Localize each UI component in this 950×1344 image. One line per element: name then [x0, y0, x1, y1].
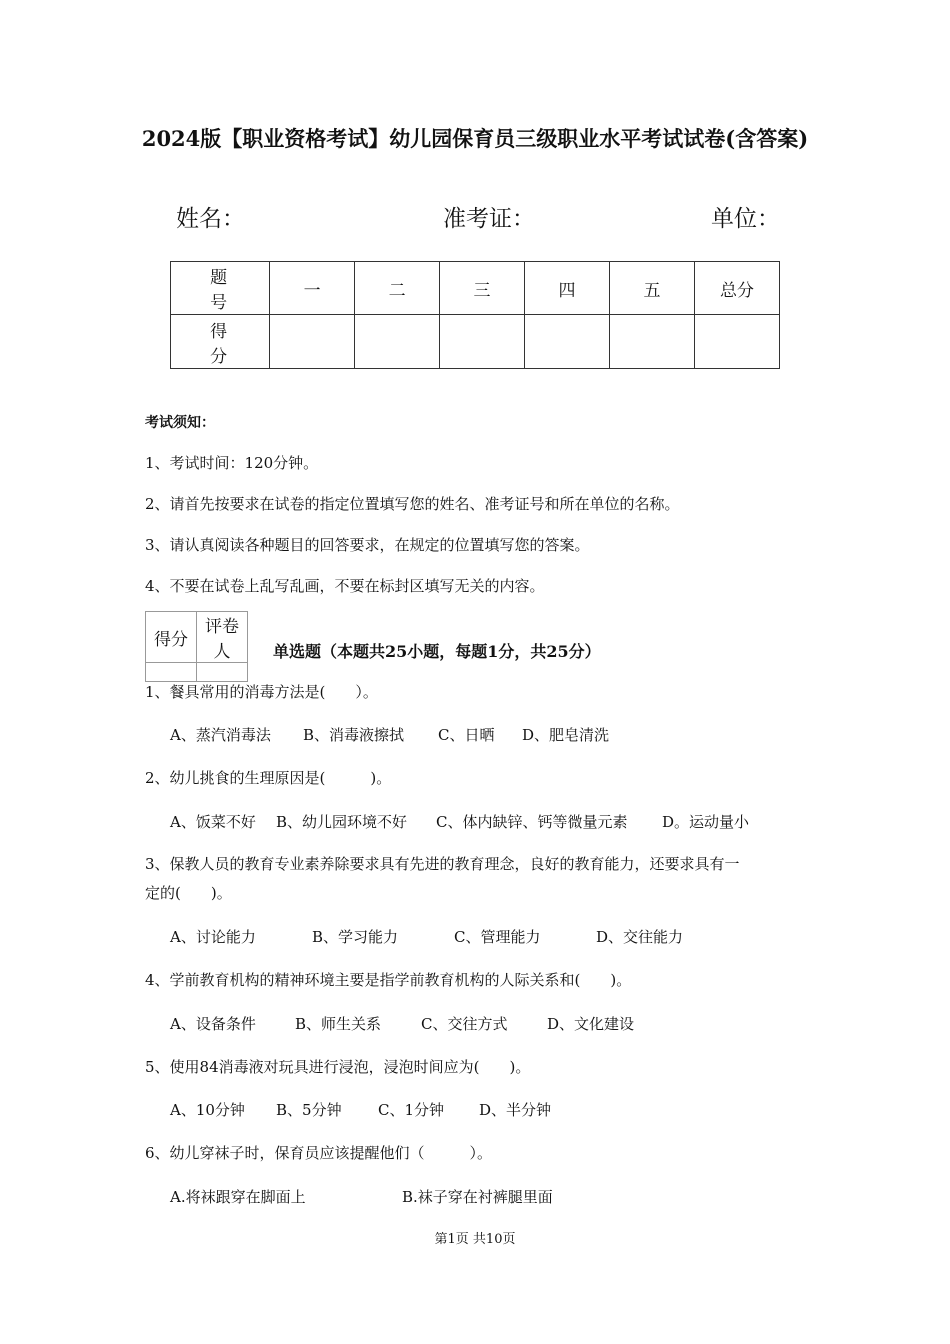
option: D、肥皂清洗 — [522, 726, 610, 744]
option: A、10分钟 — [170, 1101, 245, 1119]
grader-reviewer-cell — [197, 663, 248, 682]
option: C、1分钟 — [378, 1101, 445, 1119]
question-stem: 2、幼儿挑食的生理原因是( )。 — [145, 769, 392, 787]
grader-score-label: 得分 — [146, 612, 197, 663]
notice-item: 4、不要在试卷上乱写乱画，不要在标封区填写无关的内容。 — [145, 577, 545, 595]
option: D。运动量小 — [662, 813, 750, 831]
name-label: 姓名： — [176, 206, 245, 232]
score-cell-total — [694, 315, 779, 369]
notice-heading: 考试须知： — [145, 415, 215, 431]
grader-reviewer-label: 评卷人 — [197, 612, 248, 663]
question-stem-continued: 定的( )。 — [145, 884, 232, 902]
notice-item: 1、考试时间：120分钟。 — [145, 454, 319, 472]
option: B、学习能力 — [312, 928, 399, 946]
page-footer: 第1页 共10页 — [434, 1232, 516, 1247]
question-stem: 4、学前教育机构的精神环境主要是指学前教育机构的人际关系和( )。 — [145, 971, 632, 989]
question-stem: 6、幼儿穿袜子时，保育员应该提醒他们（ ）。 — [145, 1144, 493, 1162]
question-options — [170, 926, 683, 947]
option: A、饭菜不好 — [170, 813, 256, 831]
option: A、设备条件 — [170, 1015, 256, 1033]
question-stem: 5、使用84消毒液对玩具进行浸泡，浸泡时间应为( )。 — [145, 1058, 531, 1076]
score-header-total: 总分 — [694, 262, 779, 315]
option: B、师生关系 — [295, 1015, 382, 1033]
option: C、日晒 — [438, 726, 495, 744]
grader-table — [145, 611, 248, 682]
score-cell-2 — [355, 315, 440, 369]
notice-item: 3、请认真阅读各种题目的回答要求，在规定的位置填写您的答案。 — [145, 536, 590, 554]
score-header-2: 二 — [355, 262, 440, 315]
score-header-4: 四 — [525, 262, 610, 315]
score-cell-5 — [610, 315, 695, 369]
score-header-3: 三 — [440, 262, 525, 315]
score-table — [170, 261, 780, 369]
option: D、半分钟 — [479, 1101, 552, 1119]
question-options — [170, 811, 749, 832]
notice-item: 2、请首先按要求在试卷的指定位置填写您的姓名、准考证号和所在单位的名称。 — [145, 495, 680, 513]
unit-label: 单位： — [711, 206, 780, 232]
option: C、交往方式 — [421, 1015, 508, 1033]
option: C、管理能力 — [454, 928, 541, 946]
question-stem: 1、餐具常用的消毒方法是( ）。 — [145, 683, 378, 701]
question-options — [170, 1186, 553, 1207]
exam-id-label: 准考证： — [443, 206, 535, 232]
section-title: 单选题（本题共25小题，每题1分，共25分） — [273, 642, 601, 661]
question-stem: 3、保教人员的教育专业素养除要求具有先进的教育理念，良好的教育能力，还要求具有一 — [145, 855, 740, 873]
question-options — [170, 1099, 551, 1120]
option: A、蒸汽消毒法 — [170, 726, 271, 744]
option: C、体内缺锌、钙等微量元素 — [436, 813, 628, 831]
option: B、幼儿园环境不好 — [276, 813, 408, 831]
score-cell-3 — [440, 315, 525, 369]
option: A、讨论能力 — [170, 928, 256, 946]
option: D、交往能力 — [596, 928, 684, 946]
grader-score-cell — [146, 663, 197, 682]
score-cell-1 — [270, 315, 355, 369]
question-options — [170, 1013, 634, 1034]
question-options — [170, 724, 609, 745]
score-cell-4 — [525, 315, 610, 369]
score-header-1: 一 — [270, 262, 355, 315]
page-title: 2024版【职业资格考试】幼儿园保育员三级职业水平考试试卷(含答案) — [141, 126, 809, 151]
option: B、消毒液擦拭 — [303, 726, 405, 744]
score-row-label: 得 分 — [171, 315, 270, 369]
score-header-5: 五 — [610, 262, 695, 315]
option: B、5分钟 — [276, 1101, 342, 1119]
option: A.将袜跟穿在脚面上 — [170, 1188, 306, 1206]
score-header-label: 题 号 — [171, 262, 270, 315]
option: B.袜子穿在衬裤腿里面 — [402, 1188, 553, 1206]
option: D、文化建设 — [547, 1015, 635, 1033]
